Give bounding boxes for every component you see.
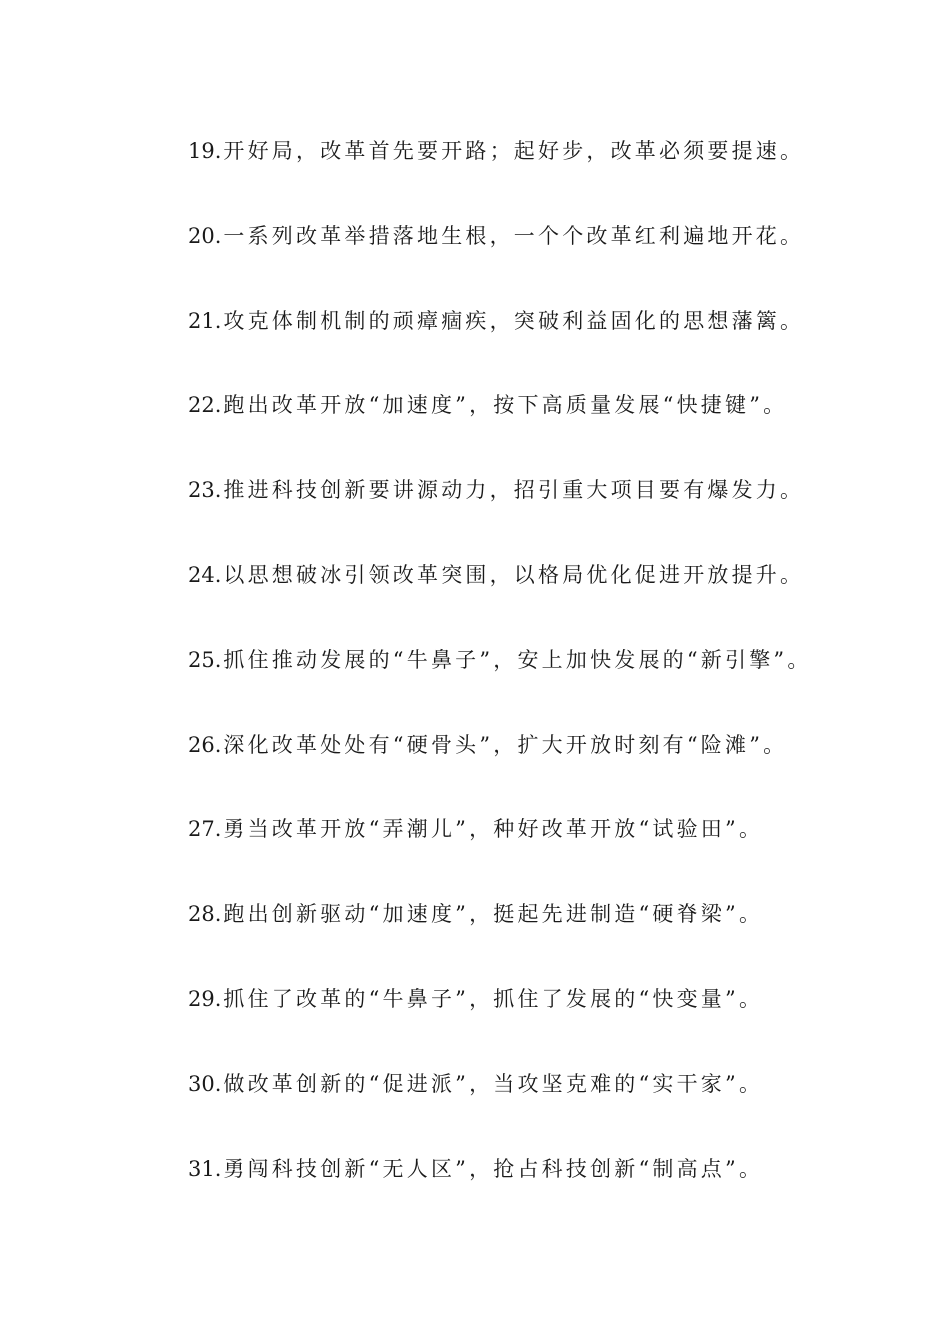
item-number: 30. <box>188 1071 222 1096</box>
item-number: 20. <box>188 223 222 248</box>
item-text: 做改革创新的“促进派”，当攻坚克难的“实干家”。 <box>223 1071 764 1096</box>
item-number: 21. <box>188 308 222 333</box>
item-number: 29. <box>188 986 222 1011</box>
item-number: 23. <box>188 478 222 503</box>
item-text: 勇闯科技创新“无人区”，抢占科技创新“制高点”。 <box>223 1156 764 1181</box>
numbered-list <box>188 134 928 1236</box>
item-text: 攻克体制机制的顽瘴痼疾，突破利益固化的思想藩篱。 <box>223 308 805 333</box>
list-item <box>188 558 928 643</box>
item-text: 抓住了改革的“牛鼻子”，抓住了发展的“快变量”。 <box>223 986 764 1011</box>
item-text: 跑出创新驱动“加速度”，挺起先进制造“硬脊梁”。 <box>223 902 764 927</box>
list-item <box>188 982 928 1067</box>
list-item <box>188 643 928 728</box>
item-text: 跑出改革开放“加速度”，按下高质量发展“快捷键”。 <box>223 393 788 418</box>
item-text: 深化改革处处有“硬骨头”，扩大开放时刻有“险滩”。 <box>223 732 788 757</box>
item-number: 25. <box>188 647 222 672</box>
list-item <box>188 812 928 897</box>
list-item <box>188 473 928 558</box>
item-number: 26. <box>188 732 222 757</box>
list-item <box>188 304 928 389</box>
item-text: 抓住推动发展的“牛鼻子”，安上加快发展的“新引擎”。 <box>223 647 812 672</box>
list-item <box>188 388 928 473</box>
list-item <box>188 728 928 813</box>
list-item <box>188 1152 928 1237</box>
item-number: 19. <box>188 139 222 163</box>
item-number: 27. <box>188 817 222 842</box>
item-text: 勇当改革开放“弄潮儿”，种好改革开放“试验田”。 <box>223 817 764 842</box>
item-number: 24. <box>188 562 222 587</box>
item-number: 28. <box>188 902 222 927</box>
list-item <box>188 1067 928 1152</box>
item-number: 31. <box>188 1156 222 1181</box>
item-text: 开好局，改革首先要开路；起好步，改革必须要提速。 <box>223 139 805 163</box>
list-item <box>188 219 928 304</box>
item-number: 22. <box>188 393 222 418</box>
item-text: 推进科技创新要讲源动力，招引重大项目要有爆发力。 <box>223 478 805 503</box>
item-text: 一系列改革举措落地生根，一个个改革红利遍地开花。 <box>223 223 805 248</box>
item-text: 以思想破冰引领改革突围，以格局优化促进开放提升。 <box>223 562 805 587</box>
list-item <box>188 897 928 982</box>
list-item <box>188 134 928 219</box>
